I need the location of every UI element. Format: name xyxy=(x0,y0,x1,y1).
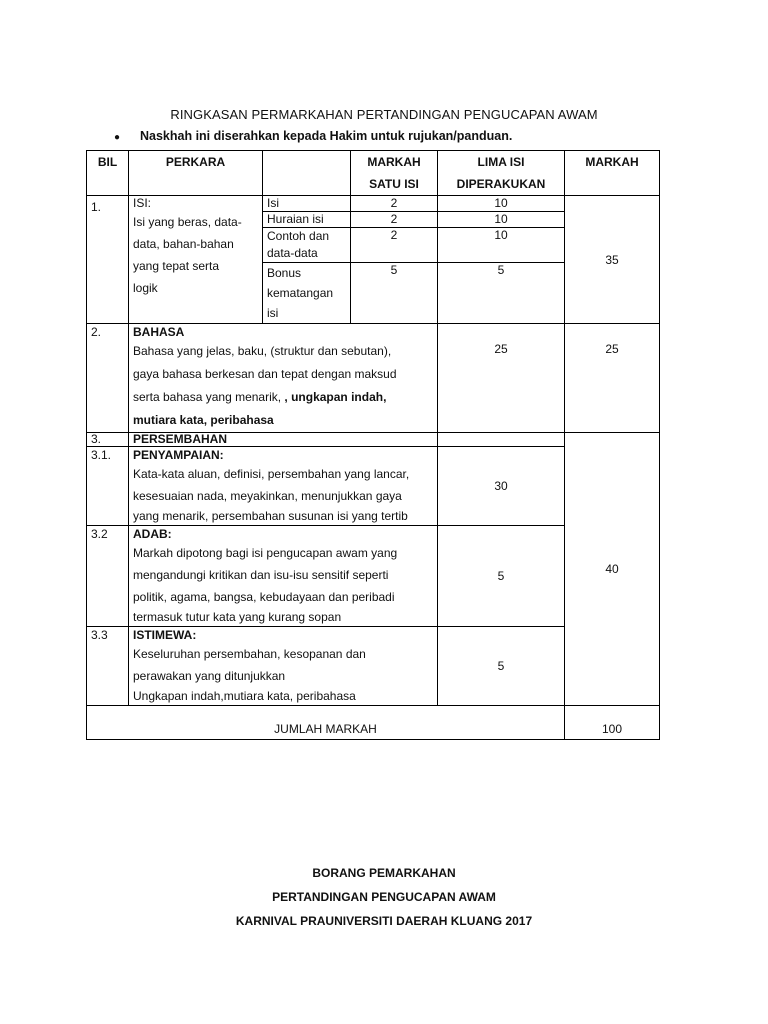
marking-table xyxy=(86,150,660,740)
penyampaian-lima: 30 xyxy=(438,447,565,526)
header-lima-isi xyxy=(438,151,565,196)
isi-sub-label-line: isi xyxy=(267,306,279,320)
penyampaian-bil: 3.1. xyxy=(87,447,129,526)
isi-row-1 xyxy=(87,196,660,212)
adab-lima: 5 xyxy=(438,526,565,627)
penyampaian-line: kesesuaian nada, meyakinkan, menunjukkan gaya xyxy=(133,489,402,503)
header-blank xyxy=(263,151,351,196)
persembahan-markah: 40 xyxy=(565,433,660,706)
isi-sub-label-line: data-data xyxy=(267,246,318,260)
adab-line: Markah dipotong bagi isi pengucapan awam yang xyxy=(133,546,398,560)
isi-desc-line: yang tepat serta xyxy=(133,259,220,273)
footer-line-1: BORANG PEMARKAHAN xyxy=(312,866,456,880)
header-bil: BIL xyxy=(87,151,129,196)
bahasa-markah: 25 xyxy=(565,324,660,433)
total-label: JUMLAH MARKAH xyxy=(87,706,565,740)
header-perkara: PERKARA xyxy=(129,151,263,196)
bahasa-row xyxy=(87,324,660,433)
bahasa-line: gaya bahasa berkesan dan tepat dengan maksud xyxy=(133,367,397,381)
total-row xyxy=(87,706,660,740)
isi-sub-lima: 10 xyxy=(438,196,565,212)
istimewa-line: perawakan yang ditunjukkan xyxy=(133,669,286,683)
istimewa-heading: ISTIMEWA: xyxy=(133,628,197,642)
bahasa-line-plain: serta bahasa yang menarik, xyxy=(133,390,285,404)
istimewa-line: Keseluruhan persembahan, kesopanan dan xyxy=(133,647,366,661)
isi-sub-label-line: Bonus xyxy=(267,266,302,280)
adab-line: politik, agama, bangsa, kebudayaan dan peribadi xyxy=(133,590,395,604)
persembahan-heading: PERSEMBAHAN xyxy=(129,433,438,447)
header-markah-satu-isi-line2: SATU ISI xyxy=(369,177,419,191)
isi-sub-satu: 5 xyxy=(351,263,438,324)
istimewa-bil: 3.3 xyxy=(87,627,129,706)
persembahan-bil: 3. xyxy=(87,433,129,447)
document-title: RINGKASAN PERMARKAHAN PERTANDINGAN PENGUCAPAN AWAM xyxy=(170,107,598,122)
isi-sub-label: Isi xyxy=(263,196,351,212)
isi-sub-label: Huraian isi xyxy=(263,212,351,228)
persembahan-row xyxy=(87,433,660,447)
note-text: Naskhah ini diserahkan kepada Hakim untuk rujukan/panduan. xyxy=(140,129,513,143)
isi-perkara xyxy=(129,196,263,324)
bahasa-lima: 25 xyxy=(438,324,565,433)
istimewa-line: Ungkapan indah,mutiara kata, peribahasa xyxy=(133,689,356,703)
adab-line: termasuk tutur kata yang kurang sopan xyxy=(133,610,342,624)
isi-sub-satu: 2 xyxy=(351,196,438,212)
header-markah: MARKAH xyxy=(565,151,660,196)
isi-sub-label-line: Contoh dan xyxy=(267,229,330,243)
bullet-icon: ● xyxy=(114,132,121,143)
isi-sub-lima: 10 xyxy=(438,228,565,263)
adab-line: mengandungi kritikan dan isu-isu sensitif seperti xyxy=(133,568,389,582)
adab-bil: 3.2 xyxy=(87,526,129,627)
footer-line-3: KARNIVAL PRAUNIVERSITI DAERAH KLUANG 2017 xyxy=(235,914,533,928)
isi-heading: ISI: xyxy=(133,196,152,210)
header-lima-isi-line2: DIPERAKUKAN xyxy=(456,177,546,191)
total-value: 100 xyxy=(565,706,660,740)
isi-desc-line: logik xyxy=(133,281,158,295)
bahasa-line-bold: , ungkapan indah, xyxy=(284,390,387,404)
isi-markah: 35 xyxy=(565,196,660,324)
isi-desc-line: data, bahan-bahan xyxy=(133,237,234,251)
isi-sub-label xyxy=(263,228,351,263)
header-markah-satu-isi xyxy=(351,151,438,196)
penyampaian-line: Kata-kata aluan, definisi, persembahan yang lancar, xyxy=(133,467,410,481)
isi-bil: 1. xyxy=(87,196,129,324)
isi-desc-line: Isi yang beras, data- xyxy=(133,215,242,229)
header-markah-satu-isi-line1: MARKAH xyxy=(367,155,421,169)
bahasa-heading: BAHASA xyxy=(133,325,185,339)
adab-perkara xyxy=(129,526,438,627)
isi-sub-lima: 5 xyxy=(438,263,565,324)
isi-sub-label-line: kematangan xyxy=(267,286,334,300)
penyampaian-perkara xyxy=(129,447,438,526)
bahasa-line: Bahasa yang jelas, baku, (struktur dan sebutan), xyxy=(133,344,392,358)
bahasa-perkara xyxy=(129,324,438,433)
footer-line-2: PERTANDINGAN PENGUCAPAN AWAM xyxy=(272,890,496,904)
penyampaian-heading: PENYAMPAIAN: xyxy=(133,448,224,462)
note-line xyxy=(114,129,512,143)
istimewa-perkara xyxy=(129,627,438,706)
header-row xyxy=(87,151,660,196)
bahasa-line-bold: mutiara kata, peribahasa xyxy=(133,413,274,427)
isi-sub-label xyxy=(263,263,351,324)
istimewa-lima: 5 xyxy=(438,627,565,706)
isi-sub-satu: 2 xyxy=(351,228,438,263)
bahasa-bil: 2. xyxy=(87,324,129,433)
isi-sub-lima: 10 xyxy=(438,212,565,228)
persembahan-lima-blank xyxy=(438,433,565,447)
adab-heading: ADAB: xyxy=(133,527,172,541)
penyampaian-line: yang menarik, persembahan susunan isi yang tertib xyxy=(133,509,408,523)
isi-sub-satu: 2 xyxy=(351,212,438,228)
header-lima-isi-line1: LIMA ISI xyxy=(477,155,525,169)
bahasa-line xyxy=(133,386,433,409)
